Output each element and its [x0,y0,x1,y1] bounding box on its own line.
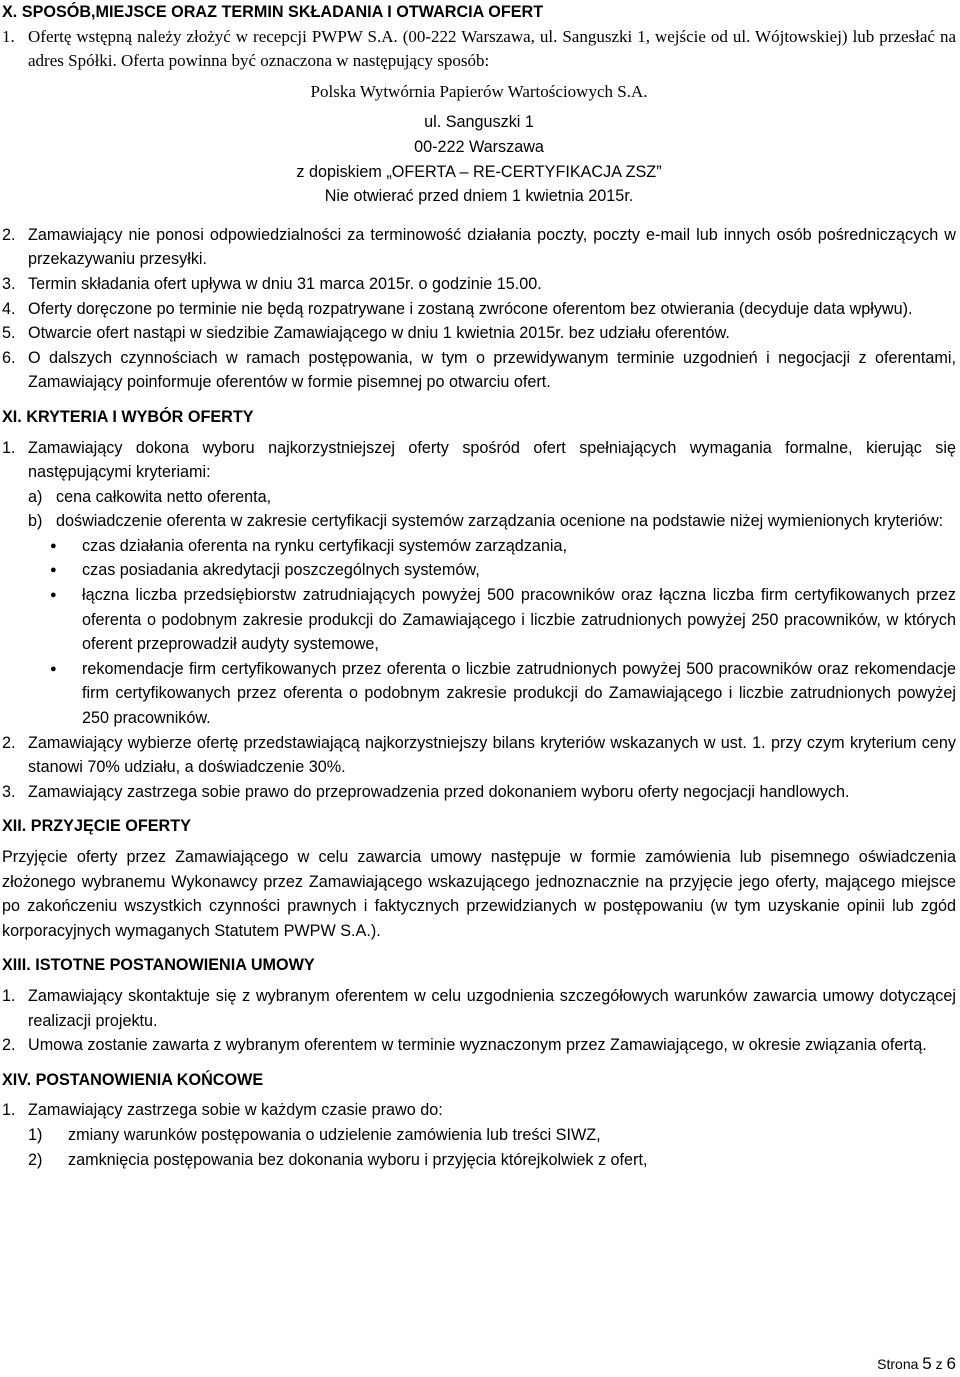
criterion-bullet-1 [2,534,956,559]
section-xi-item-2 [2,731,956,780]
section-xi-item-1 [2,436,956,485]
item-text: Termin składania ofert upływa w dniu 31 marca 2015r. o godzinie 15.00. [28,274,542,293]
address-line-do-not-open: Nie otwierać przed dniem 1 kwietnia 2015r. [324,187,634,206]
section-xiv-sub-1 [2,1123,956,1148]
section-xiii-item-1 [2,984,956,1033]
item-number: 4. [2,299,16,318]
section-xiv-sub-2 [2,1148,956,1173]
section-xiii-heading: XIII. ISTOTNE POSTANOWIENIA UMOWY [2,956,315,975]
criterion-bullet-4 [2,657,956,731]
item-number: 1. [2,26,15,46]
page-footer [877,1352,956,1377]
bullet-text: czas posiadania akredytacji poszczególnych systemów, [82,561,480,580]
section-xii-heading: XII. PRZYJĘCIE OFERTY [2,817,191,836]
item-text: Zamawiający dokona wyboru najkorzystniejszej oferty spośród ofert spełniających wymagania formalne, kierując się następującymi kryteriami: [28,438,956,482]
sub-letter: b) [28,512,43,531]
item-text: Zamawiający zastrzega sobie prawo do przeprowadzenia przed dokonaniem wyboru oferty negocjacji handlowych. [28,782,850,801]
address-line-company: Polska Wytwórnia Papierów Wartościowych S.A. [310,81,648,101]
item-number: 3. [2,274,16,293]
item-number: 5. [2,324,16,343]
bullet-icon: ● [50,589,57,602]
bullet-text: rekomendacje firm certyfikowanych przez oferenta o liczbie zatrudnionych powyżej 500 pracowników oraz rekomendacje firm certyfikowanych przez oferenta o podobnym zakresie produkcji do Zamawiającego i liczbie zatrudnionych powyżej 250 pracowników. [82,659,956,728]
section-x-item-5 [2,321,956,346]
bullet-icon: ● [50,662,57,675]
sub-text: zamknięcia postępowania bez dokonania wyboru i przyjęcia którejkolwiek z ofert, [68,1150,648,1169]
section-x-item-4 [2,297,956,322]
page-label: Strona [877,1356,919,1372]
page-number: 5 [922,1354,932,1373]
item-number: 6. [2,348,16,367]
section-xii-paragraph: Przyjęcie oferty przez Zamawiającego w celu zawarcia umowy następuje w formie zamówienia lub pisemnego oświadczenia złożonego wybranemu Wykonawcy przez Zamawiającego wskazującego jednoznacznie na przyjęcie jego oferty, mającego miejsce po zakończeniu wszystkich czynności prawnych i faktycznych przewidzianych w postępowaniu (w tym uzyskanie opinii lub zgód korporacyjnych wymaganych Statutem PWPW S.A.). [2,848,956,940]
address-line-annotation: z dopiskiem „OFERTA – RE-CERTYFIKACJA ZSZ” [296,162,662,181]
item-text: Ofertę wstępną należy złożyć w recepcji PWPW S.A. (00-222 Warszawa, ul. Sanguszki 1, wejście od ul. Wójtowskiej) lub przesłać na adres Spółki. Oferta powinna być oznaczona w następujący sposób: [28,26,956,71]
sub-letter: a) [28,487,43,506]
item-text: Zamawiający zastrzega sobie w każdym czasie prawo do: [28,1101,443,1120]
section-xi-item-3 [2,780,956,805]
item-text: O dalszych czynnościach w ramach postępowania, w tym o przewidywanym terminie uzgodnień i negocjacji z oferentami, Zamawiający poinformuje oferentów w formie pisemnej po otwarciu ofert. [28,348,956,392]
item-number: 2. [2,733,16,752]
bullet-icon: ● [50,564,57,577]
bullet-text: czas działania oferenta na rynku certyfikacji systemów zarządzania, [82,536,567,555]
item-number: 2. [2,1036,16,1055]
criterion-bullet-2 [2,558,956,583]
section-xiii-item-2 [2,1033,956,1058]
page-of-label: z [935,1356,943,1372]
section-xiv-item-1 [2,1098,956,1123]
address-line-city: 00-222 Warszawa [414,137,544,156]
sub-text: doświadczenie oferenta w zakresie certyfikacji systemów zarządzania ocenione na podstawie niżej wymienionych kryteriów: [56,512,944,531]
item-text: Oferty doręczone po terminie nie będą rozpatrywane i zostaną zwrócone oferentom bez otwierania (decyduje data wpływu). [28,299,913,318]
bullet-icon: ● [50,539,57,552]
item-text: Zamawiający wybierze ofertę przedstawiającą najkorzystniejszy bilans kryteriów wskazanych w ust. 1. przy czym kryterium ceny stanowi 70% udziału, a doświadczenie 30%. [28,733,956,777]
item-text: Zamawiający skontaktuje się z wybranym oferentem w celu uzgodnienia szczegółowych warunków zawarcia umowy dotyczącej realizacji projektu. [28,986,956,1030]
item-number: 2. [2,225,16,244]
section-x-item-2 [2,223,956,272]
bullet-text: łączna liczba przedsiębiorstw zatrudniających powyżej 500 pracowników oraz łączna liczba firm certyfikowanych przez oferenta o podobnym zakresie produkcji do Zamawiającego i liczbie zatrudnionych powyżej 250 pracowników, w których oferent przeprowadził audyty systemowe, [82,586,956,654]
section-x-item-6 [2,346,956,395]
sub-number: 2) [28,1150,43,1169]
sub-number: 1) [28,1125,43,1144]
section-x-item-1 [2,25,956,74]
section-x-item-3 [2,272,956,297]
address-line-street: ul. Sanguszki 1 [424,113,534,132]
page-total: 6 [946,1354,956,1373]
section-x-heading: X. SPOSÓB,MIEJSCE ORAZ TERMIN SKŁADANIA I OTWARCIA OFERT [2,3,544,21]
item-number: 1. [2,1101,16,1120]
section-xi-heading: XI. KRYTERIA I WYBÓR OFERTY [2,407,254,426]
sub-text: cena całkowita netto oferenta, [56,487,272,506]
item-text: Zamawiający nie ponosi odpowiedzialności za terminowość działania poczty, poczty e-mail lub innych osób pośredniczących w przekazywaniu przesyłki. [28,225,956,269]
item-number: 1. [2,438,16,457]
item-number: 3. [2,782,16,801]
section-xiv-heading: XIV. POSTANOWIENIA KOŃCOWE [2,1070,264,1089]
sub-text: zmiany warunków postępowania o udzielenie zamówienia lub treści SIWZ, [68,1125,601,1144]
criterion-bullet-3 [2,583,956,657]
criterion-a [2,485,956,510]
item-number: 1. [2,986,16,1005]
criterion-b [2,509,956,534]
item-text: Otwarcie ofert nastąpi w siedzibie Zamawiającego w dniu 1 kwietnia 2015r. bez udziału oferentów. [28,324,730,343]
item-text: Umowa zostanie zawarta z wybranym oferentem w terminie wyznaczonym przez Zamawiającego, w okresie związania ofertą. [28,1036,927,1055]
